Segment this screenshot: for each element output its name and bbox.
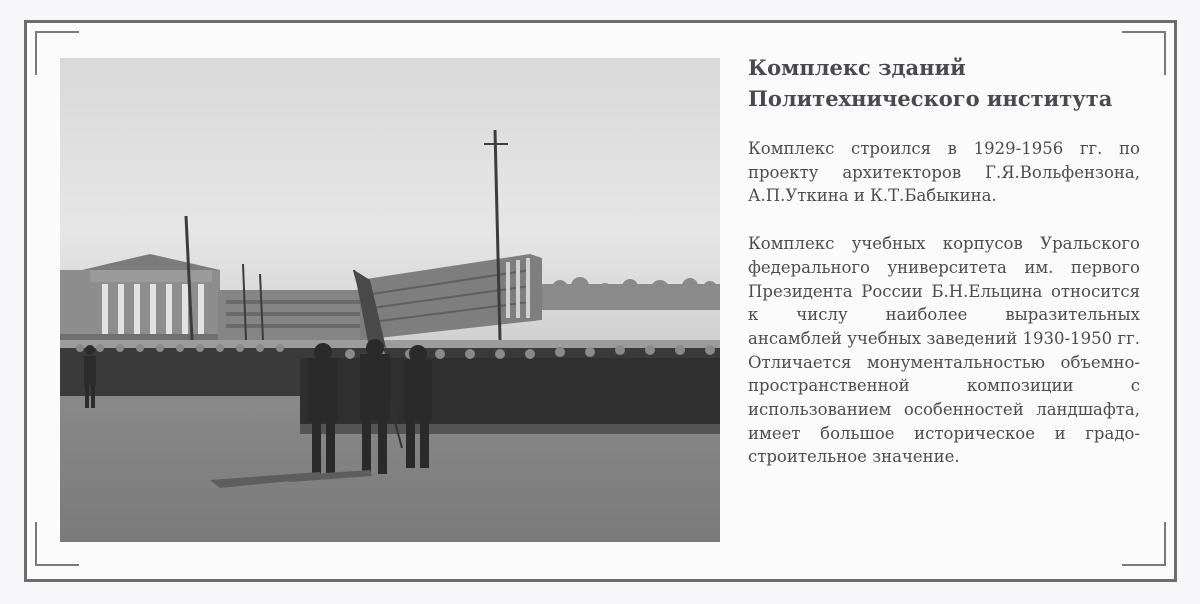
text-column: [748, 52, 1140, 469]
marching-officers: [308, 339, 432, 474]
paragraph-significance: Комплекс учебных корпусов Уральского федерального университета им. первого Президента России Б.Н.Ельцина относится к числу наиболее выразительных ансамблей учебных заведений 1930-1950 гг. Отличается монументальностью объемно-пространственной композиции с использованием особенностей ландшафта, имеет большое историческое и градостроительное значение.: [748, 234, 1140, 467]
paragraph-construction: Комплекс строился в 1929-1956 гг. по проекту архитекторов Г.Я.Вольфензона, А.П.Уткина и К.Т.Бабыкина.: [748, 139, 1140, 206]
title-line-1: Комплекс зданий: [748, 55, 966, 80]
middle-wing: [218, 290, 368, 340]
corner-ornament-bottom-right: [1122, 522, 1166, 566]
title-line-2: Политехнического института: [748, 86, 1113, 111]
page-title: [748, 52, 1140, 114]
historical-photo: [60, 58, 720, 542]
